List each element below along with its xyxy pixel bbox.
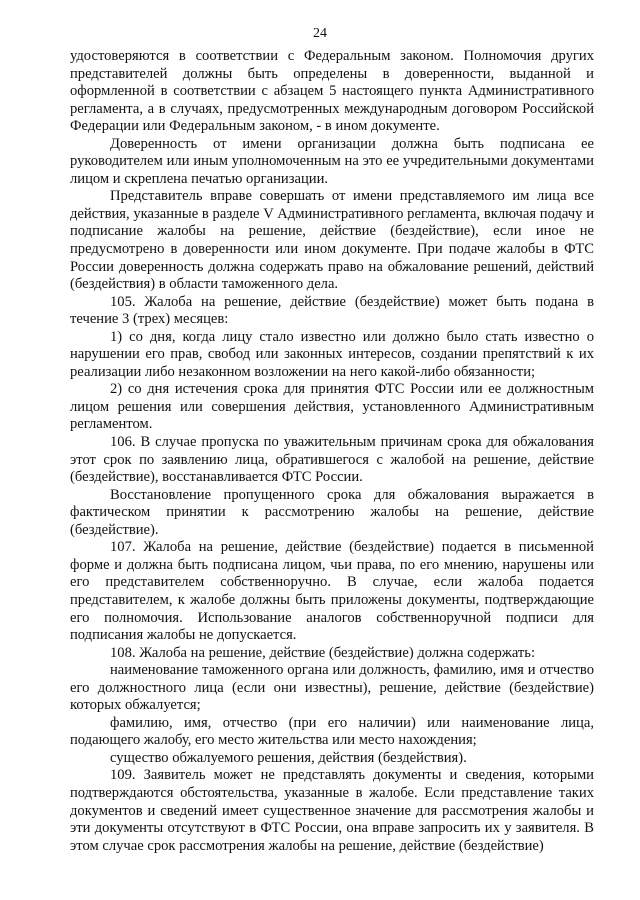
paragraph-105-item-1: 1) со дня, когда лицу стало известно или должно было стать известно о нарушении его прав, свобод или законных интересов, создании препятствий к их реализации либо незаконном возложении на него какой-либо обязанности; [70, 328, 594, 380]
paragraph-108-item-essence: существо обжалуемого решения, действия (бездействия). [110, 749, 467, 766]
page-number: 24 [313, 26, 327, 41]
paragraph-107: 107. Жалоба на решение, действие (бездействие) подается в письменной форме и должна быть подписана лицом, чьи права, по его мнению, нарушены или его представителем собственноручно. В случае, если жалоба подается представителем, к жалобе должны быть приложены документы, подтверждающие его полномочия. Использование аналогов собственноручной подписи для подписания жалобы не допускается. [70, 539, 594, 644]
paragraph-106-restoration: Восстановление пропущенного срока для обжалования выражается в фактическом принятии к рассмотрению жалобы на решение, действие (бездействие). [70, 486, 594, 538]
paragraph-108: 108. Жалоба на решение, действие (бездействие) должна содержать: [110, 644, 536, 661]
paragraph-109: 109. Заявитель может не представлять документы и сведения, которыми подтверждаются обстоятельства, указанные в жалобе. Если представление таких документов и сведений имеет существенное значение для рассмотрения жалобы и эти документы отсутствуют в ФТС России, она вправе запросить их у заявителя. В этом случае срок рассмотрения жалобы на решение, действие (бездействие) [70, 767, 594, 854]
paragraph-continuation: удостоверяются в соответствии с Федеральным законом. Полномочия других представителей должны быть определены в доверенности, выданной и оформленной в соответствии с абзацем 5 настоящего пункта Административного регламента, а в случаях, предусмотренных международным договором Российской Федерации или Федеральным законом, - в ином документе. [70, 48, 594, 135]
paragraph-108-item-authority: наименование таможенного органа или должность, фамилию, имя и отчество его должностного лица (если они известны), решение, действие (бездействие) которых обжалуется; [70, 662, 594, 714]
paragraph-representative-rights: Представитель вправе совершать от имени представляемого им лица все действия, указанные в разделе V Административного регламента, включая подачу и подписание жалобы на решение, действие (бездействие), если иное не предусмотрено в доверенности или ином документе. При подаче жалобы в ФТС России доверенность должна содержать право на обжалование решений, действий (бездействия) в области таможенного дела. [70, 188, 594, 293]
paragraph-105-item-2: 2) со дня истечения срока для принятия ФТС России или ее должностным лицом решения или совершения действия, установленного Административным регламентом. [70, 381, 594, 433]
paragraph-108-item-applicant: фамилию, имя, отчество (при его наличии) или наименование лица, подающего жалобу, его место жительства или место нахождения; [70, 714, 594, 749]
document-body [70, 48, 594, 855]
paragraph-106: 106. В случае пропуска по уважительным причинам срока для обжалования этот срок по заявлению лица, обратившегося с жалобой на решение, действие (бездействие), восстанавливается ФТС России. [70, 434, 594, 486]
paragraph-105: 105. Жалоба на решение, действие (бездействие) может быть подана в течение 3 (трех) месяцев: [70, 293, 594, 328]
paragraph-power-of-attorney-signature: Доверенность от имени организации должна быть подписана ее руководителем или иным уполномоченным на это ее учредительными документами лицом и скреплена печатью организации. [70, 135, 594, 187]
